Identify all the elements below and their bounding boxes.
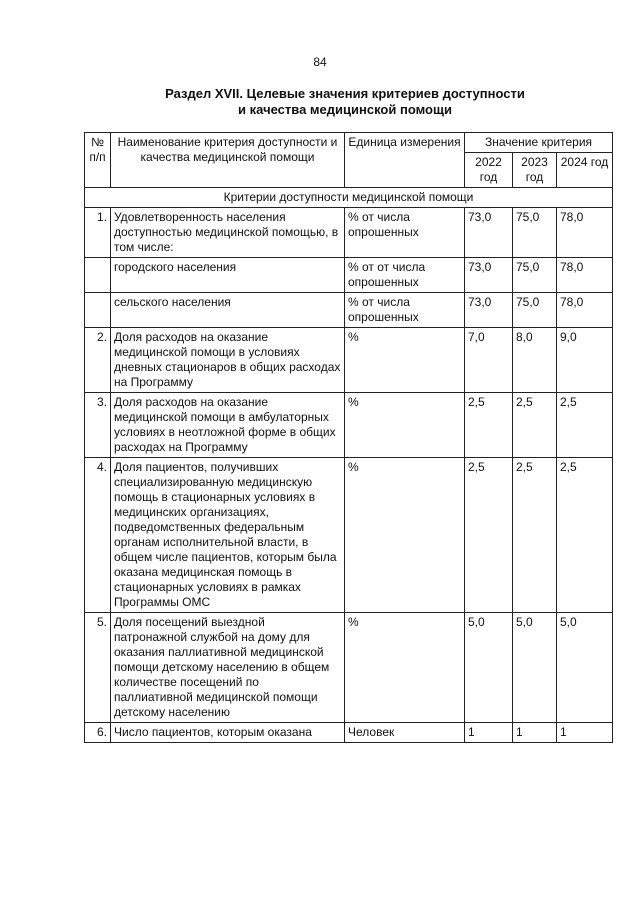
row-unit: % от числа опрошенных [345,293,465,328]
row-value-2023: 75,0 [513,258,557,293]
row-value-2022: 1 [465,723,513,743]
row-unit: Человек [345,723,465,743]
row-unit: % [345,613,465,723]
row-value-2022: 73,0 [465,293,513,328]
row-value-2022: 2,5 [465,458,513,613]
row-num: 4. [85,458,111,613]
section-title [90,86,600,118]
row-value-2022: 5,0 [465,613,513,723]
table-row [85,723,613,743]
criteria-table [84,132,613,743]
row-num [85,258,111,293]
row-value-2022: 73,0 [465,208,513,258]
row-name: Доля пациентов, получивших специализированную медицинскую помощь в стационарных условиях в медицинских организациях, подведомственных федеральным органам исполнительной власти, в общем числе пациентов, которым была оказана медицинская помощь в стационарных условиях в рамках Программы ОМС [111,458,345,613]
row-name: Удовлетворенность населения доступностью медицинской помощью, в том числе: [111,208,345,258]
title-line-1: Раздел XVII. Целевые значения критериев доступности [165,86,525,101]
table-row [85,258,613,293]
row-value-2024: 78,0 [557,258,613,293]
row-name: Доля посещений выездной патронажной службой на дому для оказания паллиативной медицинской помощи детскому населению в общем количестве посещений по паллиативной медицинской помощи детскому населению [111,613,345,723]
table-row [85,293,613,328]
row-value-2024: 2,5 [557,393,613,458]
table-row [85,393,613,458]
title-line-2: и качества медицинской помощи [238,102,452,117]
row-value-2024: 1 [557,723,613,743]
page-number: 84 [313,55,327,69]
header-year-2024: 2024 год [557,153,613,188]
row-unit: % от числа опрошенных [345,208,465,258]
row-value-2022: 7,0 [465,328,513,393]
header-num: № п/п [85,133,111,188]
row-value-2023: 1 [513,723,557,743]
row-value-2022: 73,0 [465,258,513,293]
row-name: Число пациентов, которым оказана [111,723,345,743]
row-value-2024: 5,0 [557,613,613,723]
row-unit: % от от числа опрошенных [345,258,465,293]
table-row [85,613,613,723]
row-name: Доля расходов на оказание медицинской помощи в условиях дневных стационаров в общих расходах на Программу [111,328,345,393]
row-value-2023: 2,5 [513,393,557,458]
row-value-2023: 8,0 [513,328,557,393]
row-value-2023: 2,5 [513,458,557,613]
row-num: 5. [85,613,111,723]
row-unit: % [345,328,465,393]
section-row: Критерии доступности медицинской помощи [85,188,613,208]
row-unit: % [345,393,465,458]
header-unit: Единица измерения [345,133,465,188]
row-value-2024: 2,5 [557,458,613,613]
header-year-2023: 2023 год [513,153,557,188]
header-value: Значение критерия [465,133,613,153]
header-name: Наименование критерия доступности и качества медицинской помощи [111,133,345,188]
table-row [85,328,613,393]
row-value-2024: 9,0 [557,328,613,393]
row-value-2023: 75,0 [513,293,557,328]
row-num: 1. [85,208,111,258]
row-num: 2. [85,328,111,393]
table-row [85,208,613,258]
row-num [85,293,111,328]
row-value-2023: 75,0 [513,208,557,258]
table-row [85,458,613,613]
header-year-2022: 2022 год [465,153,513,188]
row-value-2024: 78,0 [557,293,613,328]
row-unit: % [345,458,465,613]
row-value-2023: 5,0 [513,613,557,723]
row-name: сельского населения [111,293,345,328]
row-num: 3. [85,393,111,458]
row-value-2024: 78,0 [557,208,613,258]
row-num: 6. [85,723,111,743]
row-value-2022: 2,5 [465,393,513,458]
row-name: городского населения [111,258,345,293]
row-name: Доля расходов на оказание медицинской помощи в амбулаторных условиях в неотложной форме в общих расходах на Программу [111,393,345,458]
